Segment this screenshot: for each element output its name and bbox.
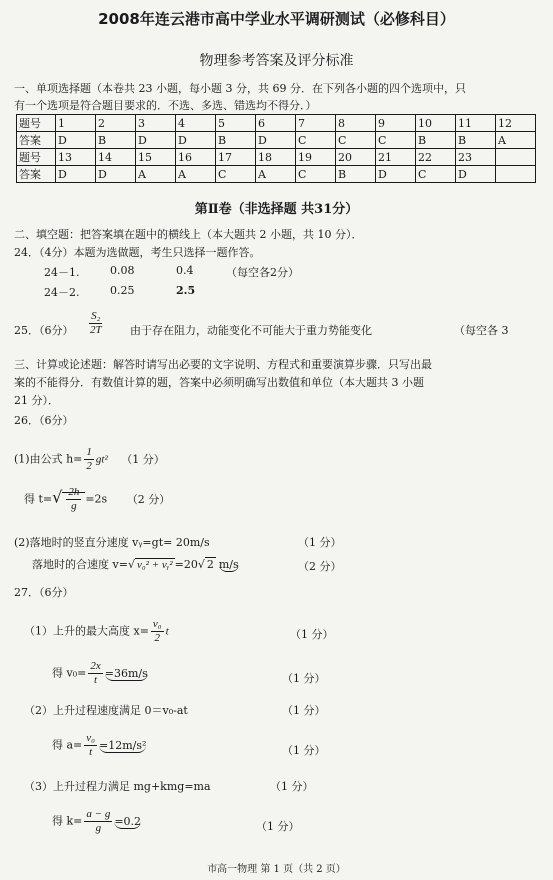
table-cell: 15 <box>136 149 176 166</box>
table-cell: D <box>56 166 96 183</box>
result: =20 <box>174 558 198 571</box>
table-cell: 10 <box>416 115 456 132</box>
q27-step-4-score: （1 分） <box>282 744 326 757</box>
q26-step-4 <box>32 556 239 572</box>
sec1-intro-line1: 一、单项选择题（本卷共 23 小题，每小题 3 分，共 69 分．在下列各小题的四个选项中，只 <box>14 82 466 95</box>
denominator: 2T <box>90 324 102 336</box>
page-footer: 市高一物理 第 1 页（共 2 页） <box>207 864 346 875</box>
q27-step-2 <box>52 660 148 687</box>
table-cell: B <box>96 132 136 149</box>
denominator: t <box>94 674 98 686</box>
table-cell: 12 <box>496 115 536 132</box>
table-cell: C <box>376 132 416 149</box>
fraction <box>151 618 164 645</box>
table-cell: 8 <box>336 115 376 132</box>
table-cell: 19 <box>296 149 336 166</box>
table-cell: 14 <box>96 149 136 166</box>
q24-1-answer-2: 0.4 <box>176 264 194 277</box>
q27-step-6-score: （1 分） <box>256 820 300 833</box>
part2-heading: 第Ⅱ卷（非选择题 共31分） <box>194 202 359 217</box>
q24-score: （每空各2分） <box>226 266 299 279</box>
fraction <box>84 732 97 759</box>
radicand: 2 <box>206 558 214 571</box>
table-cell: 7 <box>296 115 336 132</box>
table-cell: 17 <box>216 149 256 166</box>
table-header-cell: 答案 <box>17 132 56 149</box>
doc-title: 2008年连云港市高中学业水平调研测试（必修科目） <box>98 10 455 28</box>
table-row <box>17 166 536 183</box>
fraction <box>88 310 104 337</box>
fraction <box>88 660 102 687</box>
formula: gt² <box>95 453 108 466</box>
q27-step-4 <box>52 732 146 759</box>
table-cell: 13 <box>56 149 96 166</box>
fraction <box>66 486 81 513</box>
table-cell: D <box>176 132 216 149</box>
table-header-cell: 答案 <box>17 166 56 183</box>
sec3-intro-line3: 21 分）． <box>14 394 59 407</box>
q25-score: （每空各 3 <box>454 324 509 337</box>
table-cell: A <box>176 166 216 183</box>
sec2-intro: 二、填空题：把答案填在题中的横线上（本大题共 2 小题，共 10 分）． <box>14 228 363 241</box>
table-cell: C <box>416 166 456 183</box>
fraction <box>84 808 112 835</box>
numerator: v₀ <box>86 732 95 744</box>
table-cell: 2 <box>96 115 136 132</box>
q27-step-5-score: （1 分） <box>270 780 314 793</box>
table-cell: 6 <box>256 115 296 132</box>
table-cell: D <box>96 166 136 183</box>
numerator: a − g <box>86 808 111 820</box>
table-cell: D <box>56 132 96 149</box>
q27-step-1 <box>24 618 169 645</box>
q27-step-1-score: （1 分） <box>290 628 334 641</box>
q24-2-answer-1: 0.25 <box>110 284 135 297</box>
q26-step-3-score: （1 分） <box>298 536 342 549</box>
q25-formula <box>86 310 106 337</box>
sqrt-icon: √ <box>52 487 63 507</box>
table-row <box>17 115 536 132</box>
table-cell: 18 <box>256 149 296 166</box>
q26-step-3: (2)落地时的竖直分速度 vᵧ=gt= 20m/s <box>14 536 210 549</box>
denominator: 2 <box>86 460 92 472</box>
table-cell: 21 <box>376 149 416 166</box>
denominator: 2 <box>154 632 161 644</box>
sec1-intro-line2: 有一个选项是符合题目要求的．不选、多选、错选均不得分．） <box>14 99 317 112</box>
q24-2-label: 24－2. <box>44 286 80 299</box>
fraction <box>84 446 94 473</box>
answer-table <box>16 114 536 183</box>
unit: m/s <box>218 558 239 571</box>
text: (1)由公式 h= <box>14 452 83 466</box>
table-cell: 16 <box>176 149 216 166</box>
text: 得 v₀= <box>52 666 87 680</box>
result: =12m/s² <box>99 738 147 752</box>
q25-prefix: 25．（6分） <box>14 324 74 337</box>
table-cell: 4 <box>176 115 216 132</box>
sec3-intro-line1: 三、计算或论述题：解答时请写出必要的文字说明、方程式和重要演算步骤．只写出最 <box>14 358 432 371</box>
table-cell: B <box>216 132 256 149</box>
table-cell <box>496 149 536 166</box>
denominator: g <box>71 500 77 512</box>
numerator: S₂ <box>91 310 101 322</box>
table-row <box>17 132 536 149</box>
numerator: 1 <box>86 446 92 458</box>
q26-step-4-score: （2 分） <box>298 560 342 573</box>
table-header-cell: 题号 <box>17 115 56 132</box>
table-cell: 1 <box>56 115 96 132</box>
result: =36m/s <box>104 666 148 680</box>
table-cell: A <box>136 166 176 183</box>
table-header-cell: 题号 <box>17 149 56 166</box>
q27-step-6 <box>52 808 141 835</box>
sec3-intro-line2: 案的不能得分．有数值计算的题，答案中必须明确写出数值和单位（本大题共 3 小题 <box>14 376 424 389</box>
q26-step-1 <box>14 446 165 473</box>
text: 得 t= <box>24 492 53 506</box>
table-cell: 11 <box>456 115 496 132</box>
text: 落地时的合速度 v= <box>32 558 128 571</box>
table-cell: 5 <box>216 115 256 132</box>
table-cell: D <box>136 132 176 149</box>
table-cell <box>496 166 536 183</box>
table-cell: D <box>456 166 496 183</box>
score: （2 分） <box>126 492 171 506</box>
q27-heading: 27．（6分） <box>14 586 74 599</box>
result: =0.2 <box>114 814 142 828</box>
text: 得 a= <box>52 738 83 752</box>
q27-step-3-score: （1 分） <box>282 704 326 717</box>
table-cell: B <box>416 132 456 149</box>
q27-step-2-score: （1 分） <box>282 672 326 685</box>
doc-subtitle: 物理参考答案及评分标准 <box>199 53 354 69</box>
table-cell: B <box>456 132 496 149</box>
table-cell: C <box>336 132 376 149</box>
numerator: v₀ <box>152 618 162 630</box>
table-cell: A <box>496 132 536 149</box>
denominator: g <box>95 822 102 834</box>
table-cell: 3 <box>136 115 176 132</box>
table-cell: 23 <box>456 149 496 166</box>
q26-step-2 <box>24 486 170 513</box>
table-cell: C <box>296 166 336 183</box>
q24-heading: 24．（4分）本题为选做题，考生只选择一题作答。 <box>14 246 261 259</box>
sqrt-icon: √ <box>197 558 205 571</box>
text: 得 k= <box>52 814 83 828</box>
q24-1-answer-1: 0.08 <box>110 264 135 277</box>
text: （1）上升的最大高度 x= <box>24 624 149 638</box>
q24-1-label: 24－1. <box>44 266 80 279</box>
result: =2s <box>85 492 108 506</box>
table-cell: 9 <box>376 115 416 132</box>
q27-step-5: （3）上升过程力满足 mg+kmg=ma <box>24 780 211 793</box>
table-cell: D <box>256 132 296 149</box>
q25-text: 由于存在阻力，动能变化不可能大于重力势能变化 <box>130 324 372 337</box>
score: （1 分） <box>121 452 165 466</box>
table-row <box>17 149 536 166</box>
table-cell: C <box>216 166 256 183</box>
table-cell: 22 <box>416 149 456 166</box>
table-cell: B <box>336 166 376 183</box>
numerator: 2h <box>68 486 80 498</box>
table-cell: C <box>296 132 336 149</box>
table-cell: A <box>256 166 296 183</box>
q26-heading: 26．（6分） <box>14 414 74 427</box>
numerator: 2x <box>90 660 101 672</box>
q24-2-answer-2: 2.5 <box>176 284 196 297</box>
table-cell: D <box>376 166 416 183</box>
radicand: v₀² + vᵧ² <box>136 559 173 571</box>
q27-step-3: （2）上升过程速度满足 0＝v₀-at <box>24 704 188 717</box>
formula: t <box>165 625 169 638</box>
table-cell: 20 <box>336 149 376 166</box>
sqrt-icon: √ <box>127 558 135 571</box>
denominator: t <box>89 746 93 758</box>
